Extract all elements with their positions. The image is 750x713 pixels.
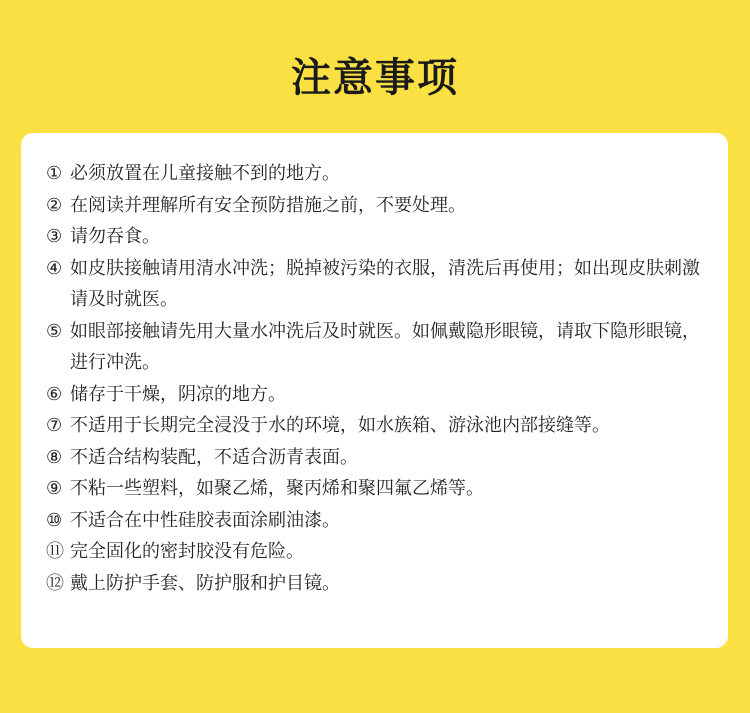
note-item (46, 410, 706, 442)
note-number: ⑦ (46, 415, 63, 436)
note-item (46, 158, 706, 190)
note-text: 在阅读并理解所有安全预防措施之前，不要处理。 (70, 194, 466, 216)
note-text: 如眼部接触请先用大量水冲洗后及时就医。如佩戴隐形眼镜，请取下隐形眼镜，进行冲洗。 (70, 320, 700, 373)
note-number: ⑪ (46, 541, 64, 562)
note-text: 不粘一些塑料，如聚乙烯，聚丙烯和聚四氟乙烯等。 (70, 478, 484, 499)
note-text: 不适用于长期完全浸没于水的环境，如水族箱、游泳池内部接缝等。 (70, 415, 610, 436)
note-item (46, 253, 706, 316)
note-number: ⑨ (46, 478, 63, 499)
note-number: ⑤ (46, 320, 63, 342)
note-item (46, 568, 706, 600)
note-item (46, 505, 706, 537)
note-number: ② (46, 194, 63, 216)
note-number: ① (46, 163, 63, 184)
note-number: ④ (46, 257, 63, 279)
note-number: ⑧ (46, 446, 63, 468)
note-number: ③ (46, 226, 63, 247)
note-text: 储存于干燥，阴凉的地方。 (70, 383, 286, 405)
note-item (46, 536, 706, 568)
note-item (46, 379, 706, 411)
note-item (46, 221, 706, 253)
note-number: ⑫ (46, 572, 64, 594)
note-item (46, 190, 706, 222)
note-text: 完全固化的密封胶没有危险。 (70, 541, 304, 562)
note-text: 不适合结构装配，不适合沥青表面。 (70, 446, 358, 468)
note-number: ⑥ (46, 383, 63, 405)
note-text: 戴上防护手套、防护服和护目镜。 (70, 572, 340, 594)
note-item (46, 316, 706, 379)
note-item (46, 473, 706, 505)
note-text: 必须放置在儿童接触不到的地方。 (70, 163, 340, 184)
note-number: ⑩ (46, 509, 63, 531)
note-item (46, 442, 706, 474)
page-title: 注意事项 (291, 55, 459, 101)
note-text: 如皮肤接触请用清水冲洗；脱掉被污染的衣服，清洗后再使用；如出现皮肤刺激请及时就医。 (70, 257, 700, 310)
notes-list (46, 158, 706, 599)
note-text: 请勿吞食。 (70, 226, 160, 247)
note-text: 不适合在中性硅胶表面涂刷油漆。 (70, 509, 340, 531)
